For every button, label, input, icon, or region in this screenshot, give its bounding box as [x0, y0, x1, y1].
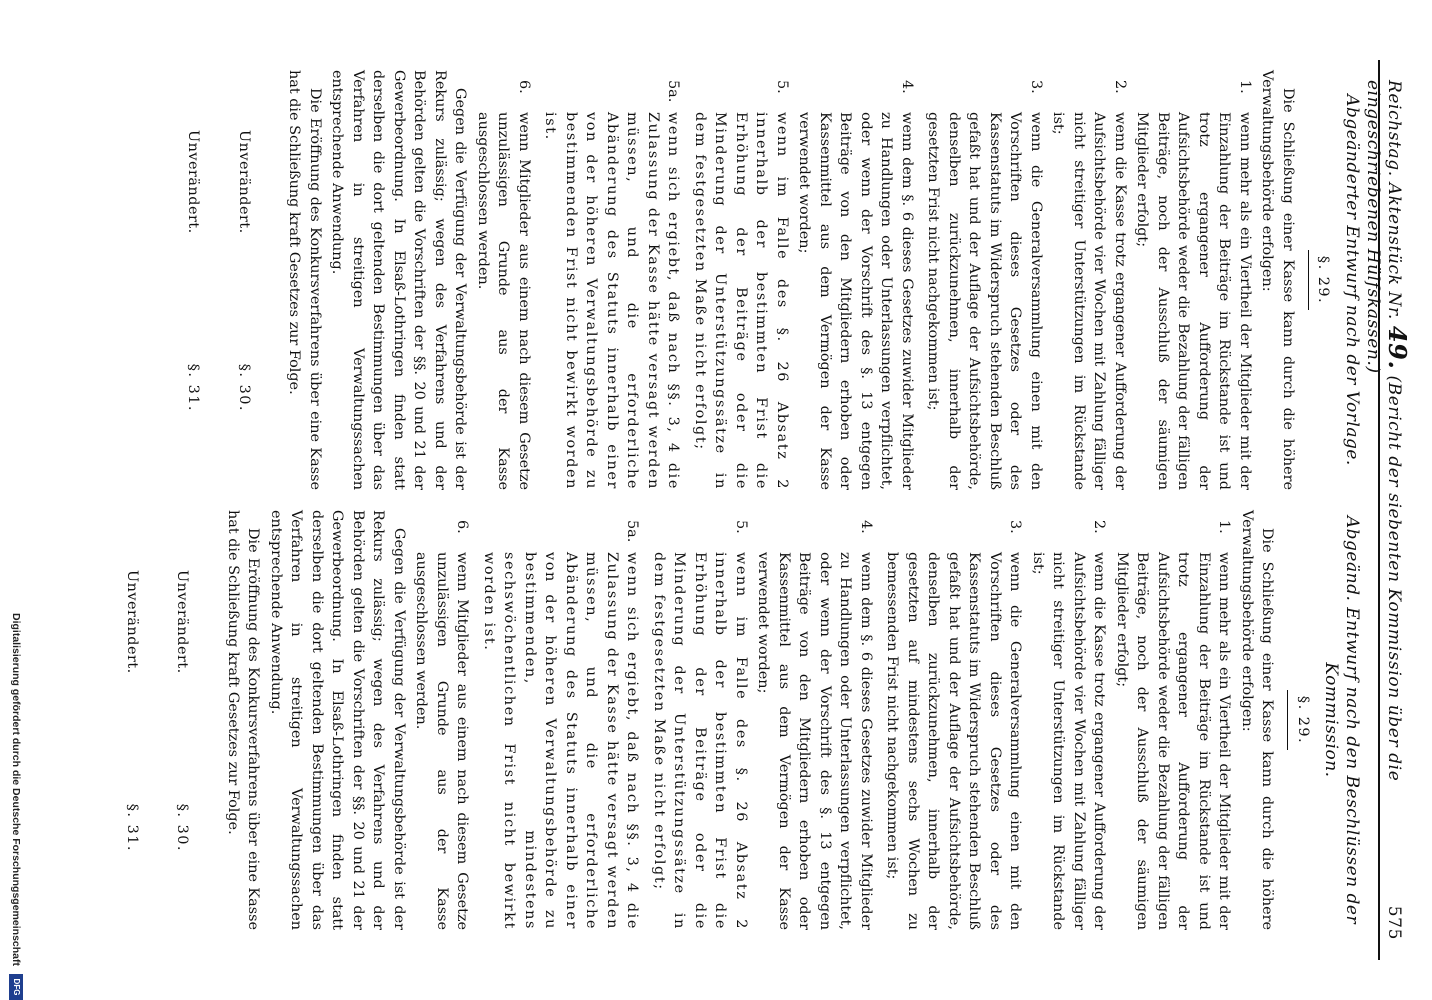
left-section-rule	[1308, 250, 1309, 310]
right-unchanged-30	[172, 570, 193, 930]
item-number: 5.	[774, 80, 790, 94]
digitization-note-text: Digitalisierung gefördert durch die Deutsche Forschungsgemeinschaft	[10, 613, 22, 966]
section-31-label: §. 31.	[124, 803, 140, 852]
left-item-5a	[540, 70, 684, 490]
unchanged-label: Unverändert.	[124, 570, 140, 674]
item-text: wenn die Generalversammlung einen mit den Vorschriften dieses Gesetzes oder des Kassenstatuts im Widerspruch stehenden Beschluß gefaßt hat und der Auflage der Aufsichtsbehörde, denselben zurückzunehmen, innerhalb der gesetzten auf mindestens sechs Wochen zu bemessenden Frist nicht nachgekommen ist;	[884, 552, 1024, 930]
section-30-label: §. 30.	[174, 803, 191, 852]
right-item-5	[649, 510, 752, 930]
page-header	[1363, 80, 1412, 940]
item-number: 6.	[516, 80, 532, 94]
left-item-1	[1132, 70, 1255, 490]
section-31-label: §. 31.	[185, 363, 202, 412]
item-text: wenn im Falle des §. 26 Absatz 2 innerhalb der bestimmten Frist die Erhöhung der Beiträge oder die Minderung der Unterstützungssätze in dem festgesetzten Maße nicht erfolgt;	[692, 112, 790, 490]
right-item-2	[1028, 510, 1110, 930]
right-unchanged-31	[122, 570, 143, 930]
item-number: 1.	[1237, 80, 1253, 94]
right-column	[122, 510, 1363, 930]
header-issue-number: 49.	[1383, 325, 1412, 370]
item-text: wenn sich ergiebt, daß nach §§. 3, 4 die Zulassung der Kasse hätte versagt werden müssen, und die erforderliche Abänderung des Statuts innerhalb einer von der höheren Verwaltungsbehörde zu bestimmenden Frist nicht bewirkt worden ist.	[542, 112, 682, 490]
left-item-6	[473, 70, 535, 490]
left-unchanged-30	[234, 130, 255, 490]
header-journal	[1363, 80, 1412, 906]
unchanged-label: Unverändert.	[185, 130, 202, 234]
digitization-note	[0, 0, 32, 1000]
item-text: wenn mehr als ein Viertheil der Mitglieder mit der Einzahlung der Beiträge im Rückstande ist und trotz ergangener Aufforderung der Aufsichtsbehörde weder die Bezahlung der fälligen Beiträge, noch der Ausschluß der säumigen Mitglieder erfolgt;	[1134, 112, 1253, 490]
item-text: wenn die Generalversammlung einen mit den Vorschriften dieses Gesetzes oder des Kassenstatuts im Widerspruch stehenden Beschluß gefaßt hat und der Auflage der Aufsichtsbehörde, denselben zurückzunehmen, innerhalb der gesetzten Frist nicht nachgekommen ist;	[925, 112, 1044, 490]
page-number: 575	[1384, 905, 1404, 940]
right-closing: Die Eröffnung des Konkursverfahrens über eine Kasse hat die Schließung kraft Gesetzes zur Folge.	[225, 510, 262, 930]
left-item-2	[1048, 70, 1130, 490]
item-number: 3.	[1028, 80, 1044, 94]
item-number: 6.	[454, 520, 471, 534]
item-text: wenn dem §. 6 dieses Gesetzes zuwider Mitglieder zu Handlungen oder Unterlassungen verpflichtet, oder wenn der Vorschrift des §. 13 entgegen Beiträge von den Mitgliedern erhoben oder Kassenmittel aus dem Vermögen der Kasse verwendet worden;	[755, 552, 874, 930]
item-text: wenn im Falle des §. 26 Absatz 2 innerhalb der bestimmten Frist die Erhöhung der Beiträge oder die Minderung der Unterstützungssätze in dem festgesetzten Maße nicht erfolgt;	[651, 552, 749, 930]
header-left-text: Reichstag. Aktenstück Nr.	[1384, 80, 1404, 320]
item-number: 4.	[858, 520, 874, 534]
left-unchanged-31	[183, 130, 204, 490]
item-number: 5.	[733, 520, 749, 534]
right-item-3	[882, 510, 1026, 930]
item-number: 3.	[1007, 520, 1024, 534]
item-text: wenn Mitglieder aus einem nach diesem Gesetze unzulässigen Grunde aus der Kasse ausgeschlossen werden.	[475, 112, 532, 490]
item-text: wenn die Kasse trotz ergangener Aufforderung der Aufsichtsbehörde vier Wochen mit Zahlung fälliger nicht streitiger Unterstützungen im Rückstande ist;	[1050, 112, 1128, 490]
item-number: 5a.	[665, 80, 682, 103]
left-item-5	[690, 70, 793, 490]
item-number: 4.	[899, 80, 915, 94]
left-intro: Die Schließung einer Kasse kann durch die höhere Verwaltungsbehörde erfolgen:	[1259, 70, 1296, 490]
item-number: 5a.	[624, 520, 641, 543]
unchanged-label: Unverändert.	[236, 130, 252, 234]
item-text: wenn mehr als ein Viertheil der Mitglieder mit der Einzahlung der Beiträge im Rückstande ist und trotz ergangener Aufforderung der Aufsichtsbehörde weder die Bezahlung der fälligen Beiträge, noch der Ausschluß der säumigen Mitglieder erfolgt;	[1114, 552, 1233, 930]
item-text: wenn die Kasse trotz ergangener Aufforderung der Aufsichtsbehörde vier Wochen mit Zahlung fälliger nicht streitiger Unterstützungen im Rückstande ist;	[1030, 552, 1108, 930]
left-item-3	[923, 70, 1046, 490]
left-item-4	[794, 70, 917, 490]
left-section-29: §. 29.	[1315, 255, 1332, 305]
right-intro: Die Schließung einer Kasse kann durch die höhere Verwaltungsbehörde erfolgen:	[1239, 510, 1276, 930]
right-item-5a	[479, 510, 643, 930]
left-recourse: Gegen die Verfügung der Verwaltungsbehörde ist der Rekurs zulässig; wegen des Verfahrens und der Behörden gelten die Vorschriften der §§. 20 und 21 der Gewerbeordnung. In Elsaß-Lothringen finden statt derselben die dort geltenden Bestimmungen über das Verfahren in streitigen Verwaltungssachen entsprechende Anwendung.	[329, 70, 469, 490]
right-item-4	[753, 510, 876, 930]
right-section-29: §. 29.	[1295, 695, 1311, 745]
item-number: 2.	[1091, 520, 1108, 534]
dfg-logo-icon: DFG	[9, 974, 23, 1000]
item-number: 1.	[1216, 520, 1233, 534]
item-number: 2.	[1112, 80, 1128, 94]
left-column-title: Abgeänderter Entwurf nach der Vorlage.	[1342, 94, 1362, 466]
right-section-rule	[1288, 690, 1289, 750]
item-text: wenn dem §. 6 dieses Gesetzes zuwider Mitglieder zu Handlungen oder Unterlassungen verpflichtet, oder wenn der Vorschrift des §. 13 entgegen Beiträge von den Mitgliedern erhoben oder Kassenmittel aus dem Vermögen der Kasse verwendet worden;	[796, 112, 915, 490]
header-rule	[1378, 60, 1380, 960]
right-recourse: Gegen die Verfügung der Verwaltungsbehörde ist der Rekurs zulässig; wegen des Verfahrens und der Behörden gelten die Vorschriften der §§. 20 und 21 der Gewerbeordnung. In Elsaß-Lothringen finden statt derselben die dort geltenden Bestimmungen über das Verfahren in streitigen Verwaltungssachen entsprechende Anwendung.	[268, 510, 407, 930]
section-30-label: §. 30.	[236, 363, 252, 412]
header-subject: (Bericht der siebenten Kommission über die eingeschriebenen Hülfskassen.)	[1363, 80, 1404, 782]
right-item-1	[1112, 510, 1235, 930]
right-column-title: Abgeänd. Entwurf nach den Beschlüssen der Kommission.	[1321, 515, 1362, 925]
left-closing: Die Eröffnung des Konkursverfahrens über eine Kasse hat die Schließung kraft Gesetzes zur Folge.	[286, 70, 323, 490]
item-text: wenn Mitglieder aus einem nach diesem Gesetze unzulässigen Grunde aus der Kasse ausgeschlossen werden.	[413, 552, 471, 930]
item-text: wenn sich ergiebt, daß nach §§. 3, 4 die Zulassung der Kasse hätte versagt werden müssen, und die erforderliche Abänderung des Statuts innerhalb einer von der höheren Verwaltungsbehörde zu bestimmenden, mindestens sechswöchentlichen Frist nicht bewirkt worden ist.	[481, 552, 641, 930]
unchanged-label: Unverändert.	[174, 570, 191, 674]
left-column	[183, 70, 1362, 490]
right-item-6	[411, 510, 473, 930]
